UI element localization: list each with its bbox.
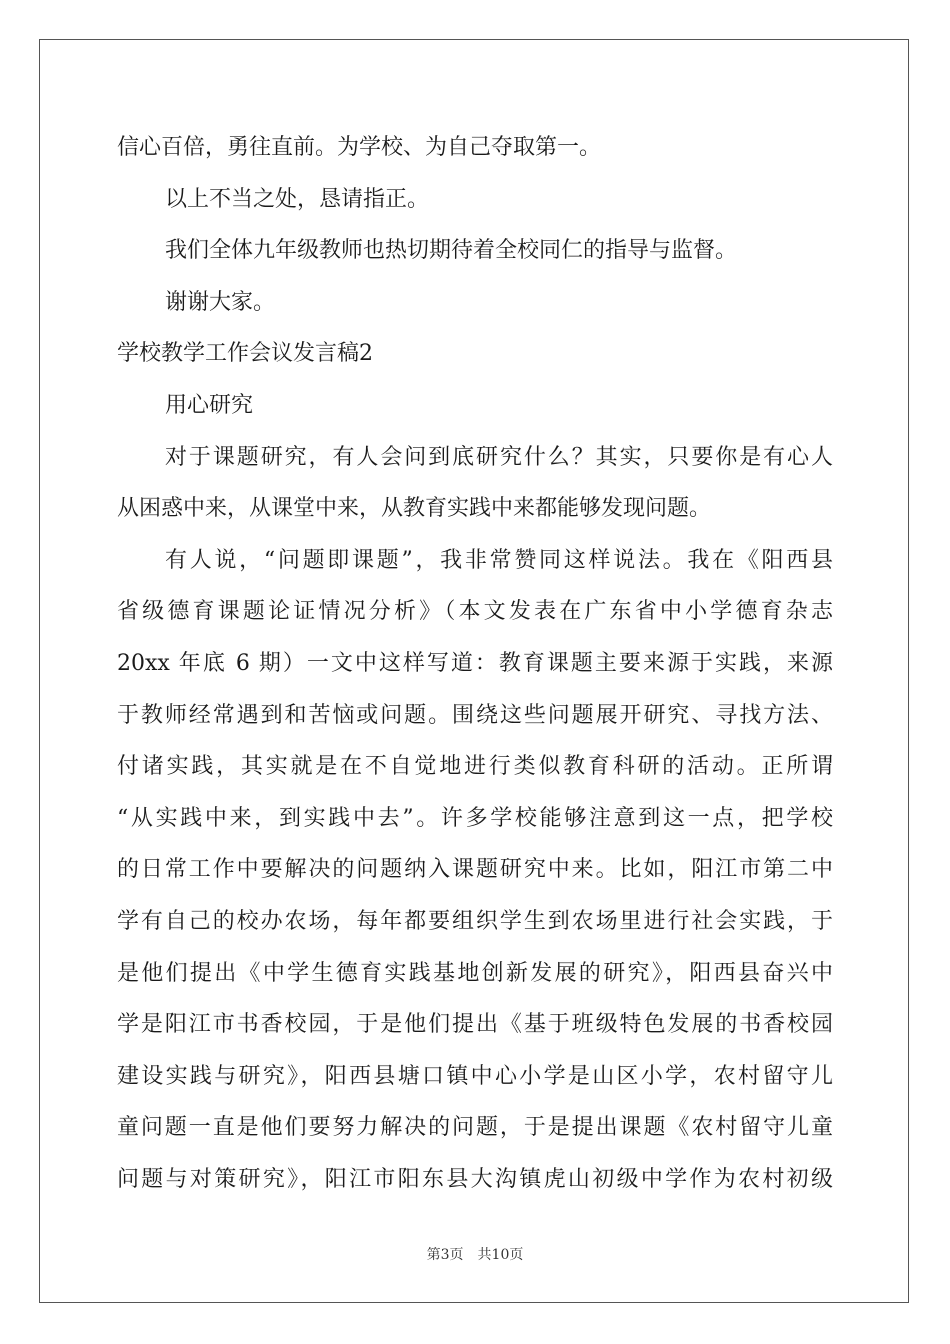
text-line: 的日常工作中要解决的问题纳入课题研究中来。比如，阳江市第二中 — [117, 857, 833, 883]
text-line: 谢谢大家。 — [165, 289, 276, 315]
text-line: 20xx 年底 6 期）一文中这样写道：教育课题主要来源于实践，来源 — [117, 650, 833, 676]
text-line: 有人说，“问题即课题”，我非常赞同这样说法。我在《阳西县 — [165, 547, 833, 573]
document-body — [117, 122, 833, 1205]
text-line: 从困惑中来，从课堂中来，从教育实践中来都能够发现问题。 — [117, 496, 712, 522]
page-footer — [0, 1244, 950, 1264]
text-line: 付诸实践，其实就是在不自觉地进行类似教育科研的活动。正所谓 — [117, 754, 833, 780]
text-line: 于教师经常遇到和苦恼或问题。围绕这些问题展开研究、寻找方法、 — [117, 702, 833, 728]
section-heading: 学校教学工作会议发言稿2 — [117, 341, 373, 367]
text-line: 信心百倍，勇往直前。为学校、为自己夺取第一。 — [117, 135, 602, 160]
text-line: 问题与对策研究》，阳江市阳东县大沟镇虎山初级中学作为农村初级 — [117, 1166, 833, 1192]
page-number: 第3页 — [426, 1247, 464, 1263]
text-line: 以上不当之处，恳请指正。 — [165, 186, 430, 212]
text-line: 省级德育课题论证情况分析》（本文发表在广东省中小学德育杂志 — [117, 599, 833, 625]
text-line: 建设实践与研究》，阳西县塘口镇中心小学是山区小学，农村留守儿 — [117, 1063, 833, 1089]
text-line: 我们全体九年级教师也热切期待着全校同仁的指导与监督。 — [165, 238, 738, 264]
text-line: 学有自己的校办农场，每年都要组织学生到农场里进行社会实践，于 — [117, 908, 833, 934]
page-total: 共10页 — [477, 1247, 524, 1263]
text-line: 童问题一直是他们要努力解决的问题，于是提出课题《农村留守儿童 — [117, 1115, 833, 1141]
text-line: 是他们提出《中学生德育实践基地创新发展的研究》，阳西县奋兴中 — [117, 960, 833, 986]
text-line: 对于课题研究，有人会问到底研究什么？其实，只要你是有心人 — [165, 444, 833, 470]
text-line: 学是阳江市书香校园，于是他们提出《基于班级特色发展的书香校园 — [117, 1012, 833, 1038]
text-line: “从实践中来，到实践中去”。许多学校能够注意到这一点，把学校 — [117, 805, 833, 831]
subsection-heading: 用心研究 — [165, 392, 254, 418]
